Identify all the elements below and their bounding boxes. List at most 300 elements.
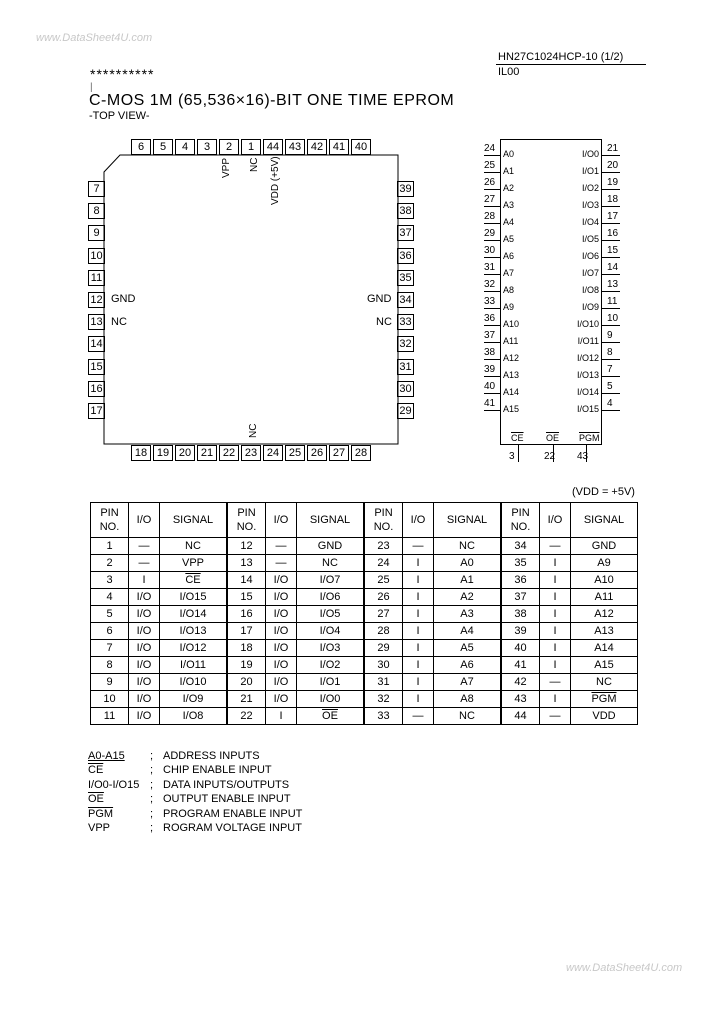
chip-pin-left: 28: [484, 211, 496, 222]
chip-pin-line: [602, 189, 620, 190]
chip-pin-left: 31: [484, 262, 496, 273]
chip-pin-right: 13: [607, 279, 619, 290]
chip-pin-line: [602, 410, 620, 411]
plcc-pin-bottom: 19: [153, 445, 173, 461]
page-title: C-MOS 1M (65,536×16)-BIT ONE TIME EPROM: [89, 92, 455, 109]
plcc-pin-right: 32: [397, 336, 414, 352]
chip-label-right: I/O11: [577, 336, 599, 346]
table-cell: 27: [364, 606, 403, 623]
table-cell: 44: [501, 708, 540, 725]
plcc-pin-bottom: 22: [219, 445, 239, 461]
legend-separator: ;: [150, 778, 154, 791]
table-cell: 8: [91, 657, 129, 674]
plcc-pin-left: 13: [88, 314, 105, 330]
table-cell: —: [403, 708, 434, 725]
table-cell: GND: [571, 538, 638, 555]
table-cell: 34: [501, 538, 540, 555]
table-cell: I: [540, 572, 571, 589]
plcc-pin-right: 35: [397, 270, 414, 286]
legend-description: OUTPUT ENABLE INPUT: [163, 793, 291, 806]
plcc-pin-top: 43: [285, 139, 305, 155]
chip-label-right: I/O2: [581, 183, 599, 193]
chip-pin-left: 37: [484, 330, 496, 341]
watermark-bottom: www.DataSheet4U.com: [566, 962, 683, 974]
signal-table: [90, 502, 638, 725]
legend-symbol: $\overline{OE}$: [88, 793, 104, 806]
table-cell: I/O: [129, 640, 160, 657]
table-cell: 6: [91, 623, 129, 640]
table-cell: A14: [571, 640, 638, 657]
chip-pin-right: 17: [607, 211, 619, 222]
chip-pin-line: [484, 393, 500, 394]
table-cell: I/O: [266, 572, 297, 589]
table-cell: 13: [227, 555, 266, 572]
chip-label-right: I/O10: [576, 319, 599, 329]
table-cell: A8: [434, 691, 502, 708]
chip-pin-line: [602, 393, 620, 394]
table-cell: I/O: [129, 708, 160, 725]
table-cell: I: [403, 674, 434, 691]
table-cell: A0: [434, 555, 502, 572]
chip-pin-left: 25: [484, 160, 496, 171]
chip-pin-line: [602, 240, 620, 241]
plcc-pin-top: 6: [131, 139, 151, 155]
table-cell: 5: [91, 606, 129, 623]
table-cell: I/O3: [297, 640, 365, 657]
chip-pin-left: 39: [484, 364, 496, 375]
chip-pin-line: [484, 376, 500, 377]
table-cell: 39: [501, 623, 540, 640]
table-cell: 37: [501, 589, 540, 606]
chip-pin-line: [484, 189, 500, 190]
table-cell: GND: [297, 538, 365, 555]
chip-label-left: A2: [503, 183, 515, 193]
chip-label-left: A8: [503, 285, 515, 295]
table-cell: I/O: [266, 640, 297, 657]
chip-label-left: A5: [503, 234, 515, 244]
chip-pin-line: [484, 308, 500, 309]
table-cell: 38: [501, 606, 540, 623]
table-cell: $\overline{CE}$: [160, 572, 228, 589]
marker: |: [90, 82, 93, 93]
table-cell: —: [540, 538, 571, 555]
chip-pin-line: [602, 155, 620, 156]
table-cell: I/O: [129, 691, 160, 708]
table-header: PIN NO.: [227, 503, 266, 538]
chip-pin-left: 30: [484, 245, 496, 256]
chip-pin-line: [484, 223, 500, 224]
plcc-pin-bottom: 25: [285, 445, 305, 461]
table-cell: $\overline{OE}$: [297, 708, 365, 725]
table-cell: 40: [501, 640, 540, 657]
table-cell: I/O: [129, 589, 160, 606]
plcc-pin-right: 30: [397, 381, 414, 397]
chip-pin-left: 41: [484, 398, 496, 409]
table-cell: 28: [364, 623, 403, 640]
table-cell: 30: [364, 657, 403, 674]
chip-label-left: A9: [503, 302, 515, 312]
table-cell: I/O10: [160, 674, 228, 691]
plcc-pin-top: 44: [263, 139, 283, 155]
table-cell: I/O: [129, 623, 160, 640]
table-cell: I: [403, 657, 434, 674]
legend-description: CHIP ENABLE INPUT: [163, 764, 272, 777]
top-view-label: -TOP VIEW-: [89, 110, 150, 122]
chip-label-left: A1: [503, 166, 515, 176]
chip-pin-line: [602, 325, 620, 326]
chip-pin-left: 26: [484, 177, 496, 188]
table-cell: 24: [364, 555, 403, 572]
legend-description: PROGRAM ENABLE INPUT: [163, 807, 303, 820]
table-cell: 10: [91, 691, 129, 708]
chip-pin-right: 9: [607, 330, 613, 341]
table-cell: I/O14: [160, 606, 228, 623]
plcc-pin-bottom: 23: [241, 445, 261, 461]
table-cell: I/O8: [160, 708, 228, 725]
nc-right-label: NC: [376, 316, 392, 328]
legend-symbol: I/O0-I/O15: [88, 778, 140, 791]
chip-pin-line: [484, 410, 500, 411]
chip-pin-line: [484, 240, 500, 241]
table-cell: 41: [501, 657, 540, 674]
chip-label-right: I/O4: [581, 217, 599, 227]
table-cell: I/O: [129, 674, 160, 691]
table-cell: 17: [227, 623, 266, 640]
chip-label-right: I/O1: [581, 166, 599, 176]
table-cell: I/O6: [297, 589, 365, 606]
plcc-pin-left: 11: [88, 270, 105, 286]
plcc-pin-right: 34: [397, 292, 414, 308]
chip-label-right: I/O12: [576, 353, 599, 363]
plcc-pin-top: 4: [175, 139, 195, 155]
plcc-pin-left: 14: [88, 336, 105, 352]
chip-pin-right: 5: [607, 381, 613, 392]
chip-pin-left: 36: [484, 313, 496, 324]
plcc-pin-bottom: 26: [307, 445, 327, 461]
table-cell: 7: [91, 640, 129, 657]
table-cell: —: [266, 555, 297, 572]
chip-label-left: A10: [503, 319, 520, 329]
chip-pin-line: [484, 155, 500, 156]
table-cell: 11: [91, 708, 129, 725]
table-cell: NC: [297, 555, 365, 572]
chip-pin-line: [484, 342, 500, 343]
table-cell: I: [266, 708, 297, 725]
plcc-pin-top: 2: [219, 139, 239, 155]
legend-symbol: VPP: [88, 822, 111, 834]
chip-pin-right: 20: [607, 160, 619, 171]
chip-label-bottom: $\overline{PGM}$: [579, 433, 600, 443]
chip-label-left: A3: [503, 200, 515, 210]
plcc-pin-left: 17: [88, 403, 105, 419]
plcc-pin-right: 29: [397, 403, 414, 419]
table-cell: A4: [434, 623, 502, 640]
table-cell: I/O: [266, 589, 297, 606]
chip-pin-right: 15: [607, 245, 619, 256]
plcc-pin-right: 39: [397, 181, 414, 197]
chip-label-left: A12: [503, 353, 520, 363]
chip-pin-line: [484, 359, 500, 360]
plcc-pin-left: 8: [88, 203, 105, 219]
table-cell: I/O: [129, 657, 160, 674]
legend-description: ADDRESS INPUTS: [163, 750, 260, 762]
legend-description: DATA INPUTS/OUTPUTS: [163, 778, 290, 791]
table-cell: I/O15: [160, 589, 228, 606]
table-cell: 2: [91, 555, 129, 572]
table-cell: 3: [91, 572, 129, 589]
table-cell: 22: [227, 708, 266, 725]
plcc-pin-left: 7: [88, 181, 105, 197]
table-cell: 20: [227, 674, 266, 691]
table-cell: 23: [364, 538, 403, 555]
plcc-pin-top: 5: [153, 139, 173, 155]
chip-pin-line: [484, 325, 500, 326]
plcc-pin-right: 33: [397, 314, 414, 330]
table-cell: I: [403, 691, 434, 708]
table-cell: 36: [501, 572, 540, 589]
table-cell: I: [540, 606, 571, 623]
chip-pin-left: 32: [484, 279, 496, 290]
plcc-pin-left: 9: [88, 225, 105, 241]
table-header: I/O: [129, 503, 160, 538]
table-cell: I: [403, 606, 434, 623]
table-cell: I/O1: [297, 674, 365, 691]
table-cell: 33: [364, 708, 403, 725]
legend-separator: ;: [150, 793, 154, 806]
chip-pin-right: 18: [607, 194, 619, 205]
chip-label-bottom: $\overline{OE}$: [546, 433, 560, 443]
table-cell: I/O9: [160, 691, 228, 708]
chip-pin-line: [602, 257, 620, 258]
chip-label-right: I/O0: [581, 149, 599, 159]
nc-left-label: NC: [111, 316, 127, 328]
table-cell: I/O2: [297, 657, 365, 674]
table-cell: VDD: [571, 708, 638, 725]
chip-label-right: I/O13: [576, 370, 599, 380]
chip-pin-line: [602, 206, 620, 207]
plcc-pin-right: 36: [397, 248, 414, 264]
table-cell: A13: [571, 623, 638, 640]
chip-pin-bottom: 3: [509, 451, 515, 462]
table-cell: —: [129, 555, 160, 572]
table-cell: 43: [501, 691, 540, 708]
table-cell: A3: [434, 606, 502, 623]
chip-pin-left: 38: [484, 347, 496, 358]
chip-pin-line: [518, 445, 519, 462]
table-header: I/O: [266, 503, 297, 538]
table-header: PIN NO.: [364, 503, 403, 538]
table-cell: —: [403, 538, 434, 555]
plcc-pin-right: 37: [397, 225, 414, 241]
nc-bottom-label: NC: [248, 423, 259, 438]
chip-pin-line: [484, 274, 500, 275]
chip-pin-left: 29: [484, 228, 496, 239]
document-code: IL00: [498, 66, 520, 78]
table-cell: A9: [571, 555, 638, 572]
chip-pin-left: 40: [484, 381, 496, 392]
chip-pin-left: 24: [484, 143, 496, 154]
chip-label-right: I/O5: [581, 234, 599, 244]
legend-symbol: $\overline{CE}$: [88, 764, 104, 777]
table-cell: A2: [434, 589, 502, 606]
chip-pin-line: [602, 274, 620, 275]
table-cell: —: [540, 708, 571, 725]
table-cell: I: [540, 589, 571, 606]
chip-pin-right: 14: [607, 262, 619, 273]
table-cell: NC: [434, 538, 502, 555]
chip-label-right: I/O9: [581, 302, 599, 312]
table-cell: 35: [501, 555, 540, 572]
table-cell: A12: [571, 606, 638, 623]
plcc-pin-top: 42: [307, 139, 327, 155]
chip-body: [500, 139, 602, 445]
chip-pin-line: [602, 359, 620, 360]
table-cell: $\overline{PGM}$: [571, 691, 638, 708]
table-cell: 4: [91, 589, 129, 606]
table-cell: I/O7: [297, 572, 365, 589]
table-header: PIN NO.: [91, 503, 129, 538]
table-header: SIGNAL: [160, 503, 228, 538]
table-cell: I/O0: [297, 691, 365, 708]
plcc-pin-bottom: 18: [131, 445, 151, 461]
chip-label-right: I/O15: [576, 404, 599, 414]
plcc-pin-top: 3: [197, 139, 217, 155]
chip-label-left: A4: [503, 217, 515, 227]
vdd-note: (VDD = +5V): [572, 486, 635, 498]
chip-pin-line: [484, 291, 500, 292]
plcc-pin-right: 38: [397, 203, 414, 219]
table-cell: I/O: [266, 674, 297, 691]
table-cell: A15: [571, 657, 638, 674]
table-cell: I: [403, 572, 434, 589]
chip-pin-right: 10: [607, 313, 619, 324]
gnd-left-label: GND: [111, 293, 136, 305]
table-cell: I/O: [266, 606, 297, 623]
plcc-pin-bottom: 24: [263, 445, 283, 461]
table-cell: I/O: [129, 606, 160, 623]
chip-label-left: A7: [503, 268, 515, 278]
chip-label-right: I/O14: [576, 387, 599, 397]
table-cell: 18: [227, 640, 266, 657]
table-cell: A1: [434, 572, 502, 589]
vpp-label: VPP: [221, 157, 232, 178]
plcc-pin-bottom: 20: [175, 445, 195, 461]
chip-pin-line: [602, 172, 620, 173]
table-cell: —: [129, 538, 160, 555]
chip-pin-line: [484, 257, 500, 258]
table-cell: 16: [227, 606, 266, 623]
plcc-pin-left: 10: [88, 248, 105, 264]
chip-pin-line: [602, 291, 620, 292]
table-cell: 21: [227, 691, 266, 708]
table-cell: 1: [91, 538, 129, 555]
table-header: SIGNAL: [434, 503, 502, 538]
plcc-pin-top: 40: [351, 139, 371, 155]
chip-pin-line: [602, 308, 620, 309]
legend-separator: ;: [150, 764, 154, 777]
chip-pin-right: 4: [607, 398, 613, 409]
table-cell: 9: [91, 674, 129, 691]
table-cell: 19: [227, 657, 266, 674]
chip-label-right: I/O3: [581, 200, 599, 210]
table-cell: 15: [227, 589, 266, 606]
legend-separator: ;: [150, 807, 154, 820]
chip-label-left: A11: [503, 336, 519, 346]
table-cell: I: [540, 623, 571, 640]
table-cell: I/O: [266, 623, 297, 640]
table-cell: 42: [501, 674, 540, 691]
legend-symbol: A0-A15: [88, 750, 125, 762]
chip-pin-bottom: 22: [544, 451, 556, 462]
chip-label-left: A0: [503, 149, 515, 159]
table-cell: I: [403, 555, 434, 572]
legend-separator: ;: [150, 822, 154, 834]
chip-pin-line: [484, 172, 500, 173]
table-cell: I: [540, 657, 571, 674]
table-cell: 12: [227, 538, 266, 555]
chip-pin-bottom: 43: [577, 451, 589, 462]
chip-pin-right: 16: [607, 228, 619, 239]
stars: **********: [90, 66, 155, 82]
plcc-pin-bottom: 27: [329, 445, 349, 461]
table-cell: NC: [434, 708, 502, 725]
legend-description: ROGRAM VOLTAGE INPUT: [163, 822, 302, 834]
table-cell: VPP: [160, 555, 228, 572]
table-cell: —: [266, 538, 297, 555]
table-cell: A10: [571, 572, 638, 589]
legend-symbol: $\overline{PGM}$: [88, 807, 114, 820]
chip-label-left: A15: [503, 404, 520, 414]
chip-pin-line: [484, 206, 500, 207]
chip-label-right: I/O6: [581, 251, 599, 261]
table-header: PIN NO.: [501, 503, 540, 538]
chip-pin-line: [602, 342, 620, 343]
table-cell: I: [540, 640, 571, 657]
table-cell: I/O11: [160, 657, 228, 674]
chip-pin-right: 8: [607, 347, 613, 358]
chip-pin-line: [602, 223, 620, 224]
table-cell: A11: [571, 589, 638, 606]
table-cell: I/O13: [160, 623, 228, 640]
plcc-pin-bottom: 28: [351, 445, 371, 461]
table-cell: A6: [434, 657, 502, 674]
table-cell: 25: [364, 572, 403, 589]
chip-label-right: I/O8: [581, 285, 599, 295]
plcc-pin-bottom: 21: [197, 445, 217, 461]
table-cell: 29: [364, 640, 403, 657]
plcc-pin-top: 1: [241, 139, 261, 155]
plcc-pin-right: 31: [397, 359, 414, 375]
chip-pin-left: 33: [484, 296, 496, 307]
table-cell: A7: [434, 674, 502, 691]
nc-top-label: NC: [249, 157, 260, 172]
vdd-label: VDD (+5V): [270, 156, 281, 205]
chip-label-right: I/O7: [581, 268, 599, 278]
table-cell: I: [403, 623, 434, 640]
chip-pin-right: 19: [607, 177, 619, 188]
table-cell: —: [540, 674, 571, 691]
chip-label-bottom: $\overline{CE}$: [511, 433, 524, 443]
table-header: I/O: [403, 503, 434, 538]
plcc-pin-left: 12: [88, 292, 105, 308]
table-cell: A5: [434, 640, 502, 657]
chip-pin-right: 21: [607, 143, 619, 154]
table-cell: I: [540, 555, 571, 572]
table-cell: 26: [364, 589, 403, 606]
legend-separator: ;: [150, 750, 154, 762]
chip-pin-line: [602, 376, 620, 377]
table-cell: NC: [571, 674, 638, 691]
